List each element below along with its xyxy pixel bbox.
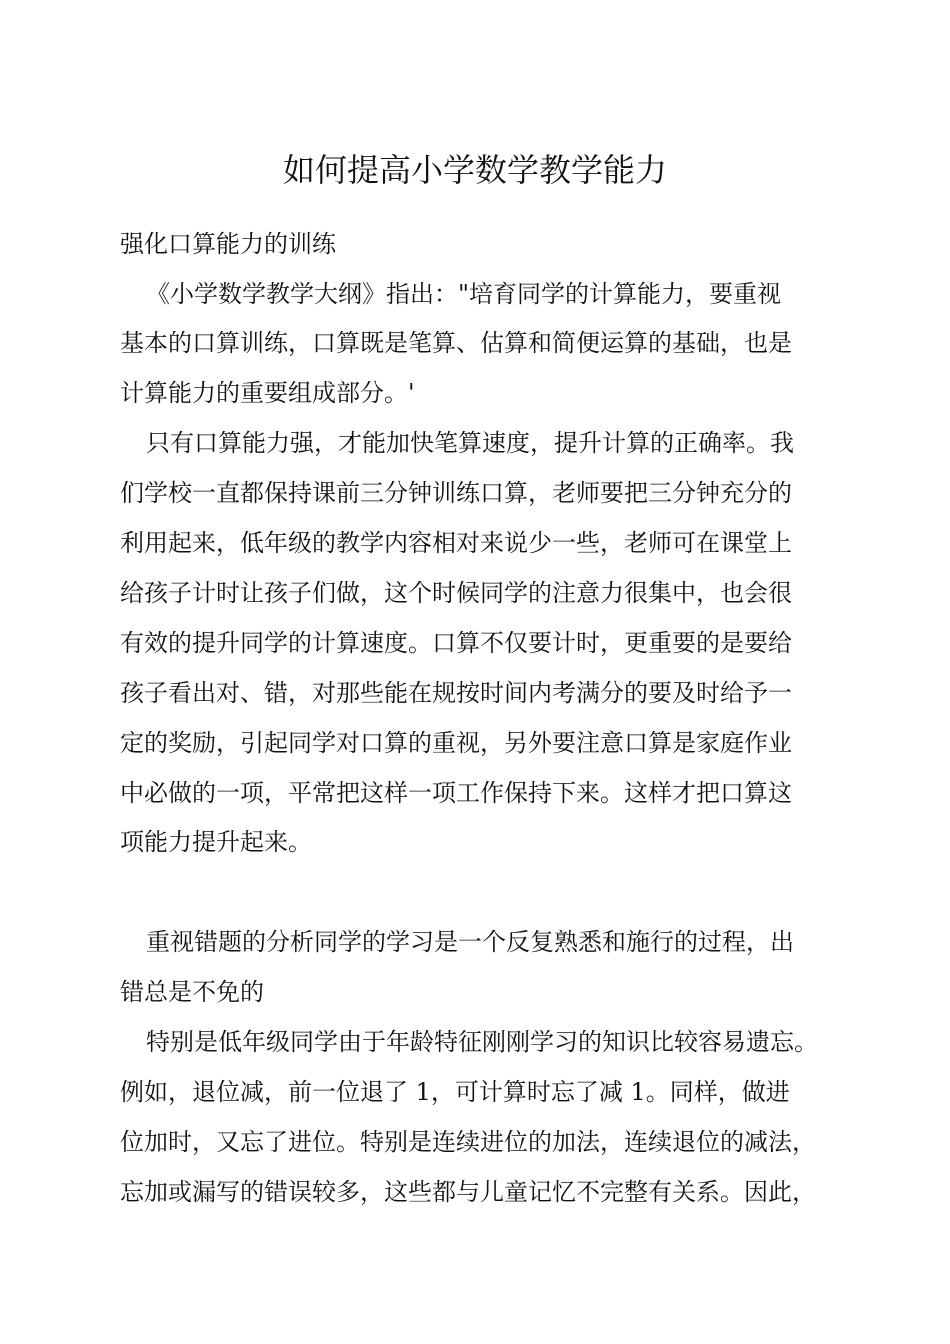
text-line: 只有口算能力强，才能加快笔算速度，提升计算的正确率。我 [146,429,794,457]
text-line: 位加时，又忘了进位。特别是连续进位的加法，连续退位的减法， [120,1128,816,1156]
text-line: 计算能力的重要组成部分。' [120,379,415,407]
text-line: 忘加或漏写的错误较多，这些都与儿童记忆不完整有关系。因此， [120,1178,816,1206]
text-line: 利用起来，低年级的教学内容相对来说少一些，老师可在课堂上 [120,529,792,557]
text-line: 孩子看出对、错，对那些能在规按时间内考满分的要及时给予一 [120,679,792,707]
text-line: 中必做的一项，平常把这样一项工作保持下来。这样才把口算这 [120,779,792,807]
text-line: 给孩子计时让孩子们做，这个时候同学的注意力很集中，也会很 [120,579,792,607]
text-line: 项能力提升起来。 [120,828,312,856]
document-title: 如何提高小学数学教学能力 [282,151,667,189]
section-heading-line: 重视错题的分析同学的学习是一个反复熟悉和施行的过程，出 [146,928,794,956]
section-heading: 强化口算能力的训练 [120,230,336,258]
text-line: 例如，退位减，前一位退了 1，可计算时忘了减 1。同样，做进 [120,1078,790,1106]
text-line: 基本的口算训练，口算既是笔算、估算和简便运算的基础，也是 [120,329,792,357]
text-line: 们学校一直都保持课前三分钟训练口算，老师要把三分钟充分的 [120,479,792,507]
text-line: 《小学数学教学大纲》指出："培育同学的计算能力，要重视 [146,280,782,308]
text-line: 有效的提升同学的计算速度。口算不仅要计时，更重要的是要给 [120,629,792,657]
section-heading-line: 错总是不免的 [120,978,264,1006]
text-line: 特别是低年级同学由于年龄特征刚刚学习的知识比较容易遗忘。 [146,1028,818,1056]
text-line: 定的奖励，引起同学对口算的重视，另外要注意口算是家庭作业 [120,729,792,757]
